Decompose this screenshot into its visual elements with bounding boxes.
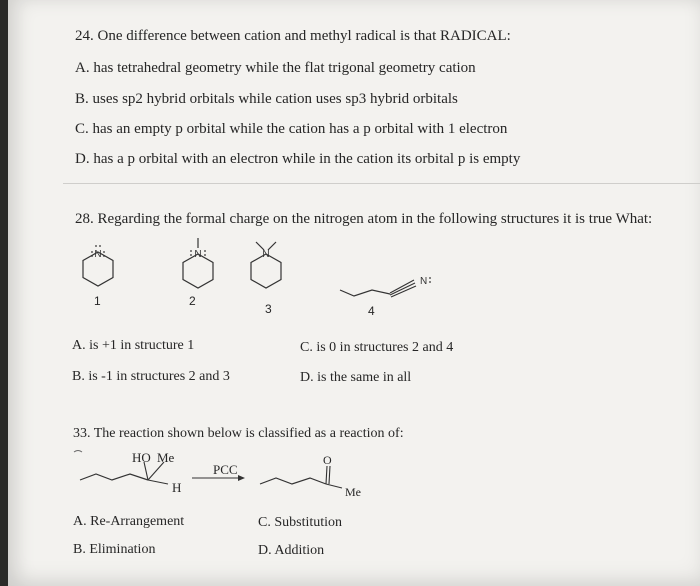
- q24-option-c: C. has an empty p orbital while the cation has a p orbital with 1 electron: [75, 121, 508, 137]
- structure-1-number: 1: [94, 294, 101, 308]
- structure-2-diagram: [168, 236, 228, 292]
- structure-3-number: 3: [265, 302, 272, 316]
- structure-4-number: 4: [368, 304, 375, 318]
- q33-option-a: A. Re-Arrangement: [73, 514, 185, 529]
- q33-question: 33. The reaction shown below is classified as a reaction of:: [73, 426, 404, 441]
- product-label-me: Me: [345, 485, 361, 499]
- q33-option-c: C. Substitution: [258, 515, 343, 530]
- structure-1-atom: N: [94, 249, 102, 260]
- q33-option-b: B. Elimination: [73, 542, 156, 557]
- q33-option-d: D. Addition: [258, 543, 325, 558]
- reactant-label-h: H: [172, 480, 182, 495]
- section-divider: [63, 183, 700, 184]
- q28-option-d: D. is the same in all: [300, 370, 412, 385]
- q28-question: 28. Regarding the formal charge on the nitrogen atom in the following structures it is true What:: [75, 211, 653, 227]
- structure-4-atom: N: [420, 276, 428, 287]
- q24-question: 24. One difference between cation and methyl radical is that RADICAL:: [75, 28, 511, 44]
- structure-2-atom: N: [194, 249, 202, 260]
- worksheet-page: [8, 0, 700, 586]
- structure-2-number: 2: [189, 294, 196, 308]
- q24-option-d: D. has a p orbital with an electron while in the cation its orbital p is empty: [75, 151, 521, 167]
- q28-option-c: C. is 0 in structures 2 and 4: [300, 340, 454, 355]
- q28-option-a: A. is +1 in structure 1: [72, 338, 195, 353]
- reagent-label: PCC: [213, 462, 238, 477]
- q28-option-b: B. is -1 in structures 2 and 3: [72, 369, 230, 384]
- reactant-label-ho: HO: [132, 450, 151, 465]
- q24-option-b: B. uses sp2 hybrid orbitals while cation uses sp3 hybrid orbitals: [75, 91, 458, 107]
- reactant-label-me: Me: [157, 450, 175, 465]
- structure-3-atom: N: [262, 249, 270, 260]
- q24-option-a: A. has tetrahedral geometry while the flat trigonal geometry cation: [75, 60, 476, 76]
- product-label-o: O: [323, 453, 332, 467]
- structure-4-diagram: [338, 268, 450, 302]
- structure-3-diagram: [236, 238, 296, 292]
- structure-1-diagram: [68, 240, 128, 290]
